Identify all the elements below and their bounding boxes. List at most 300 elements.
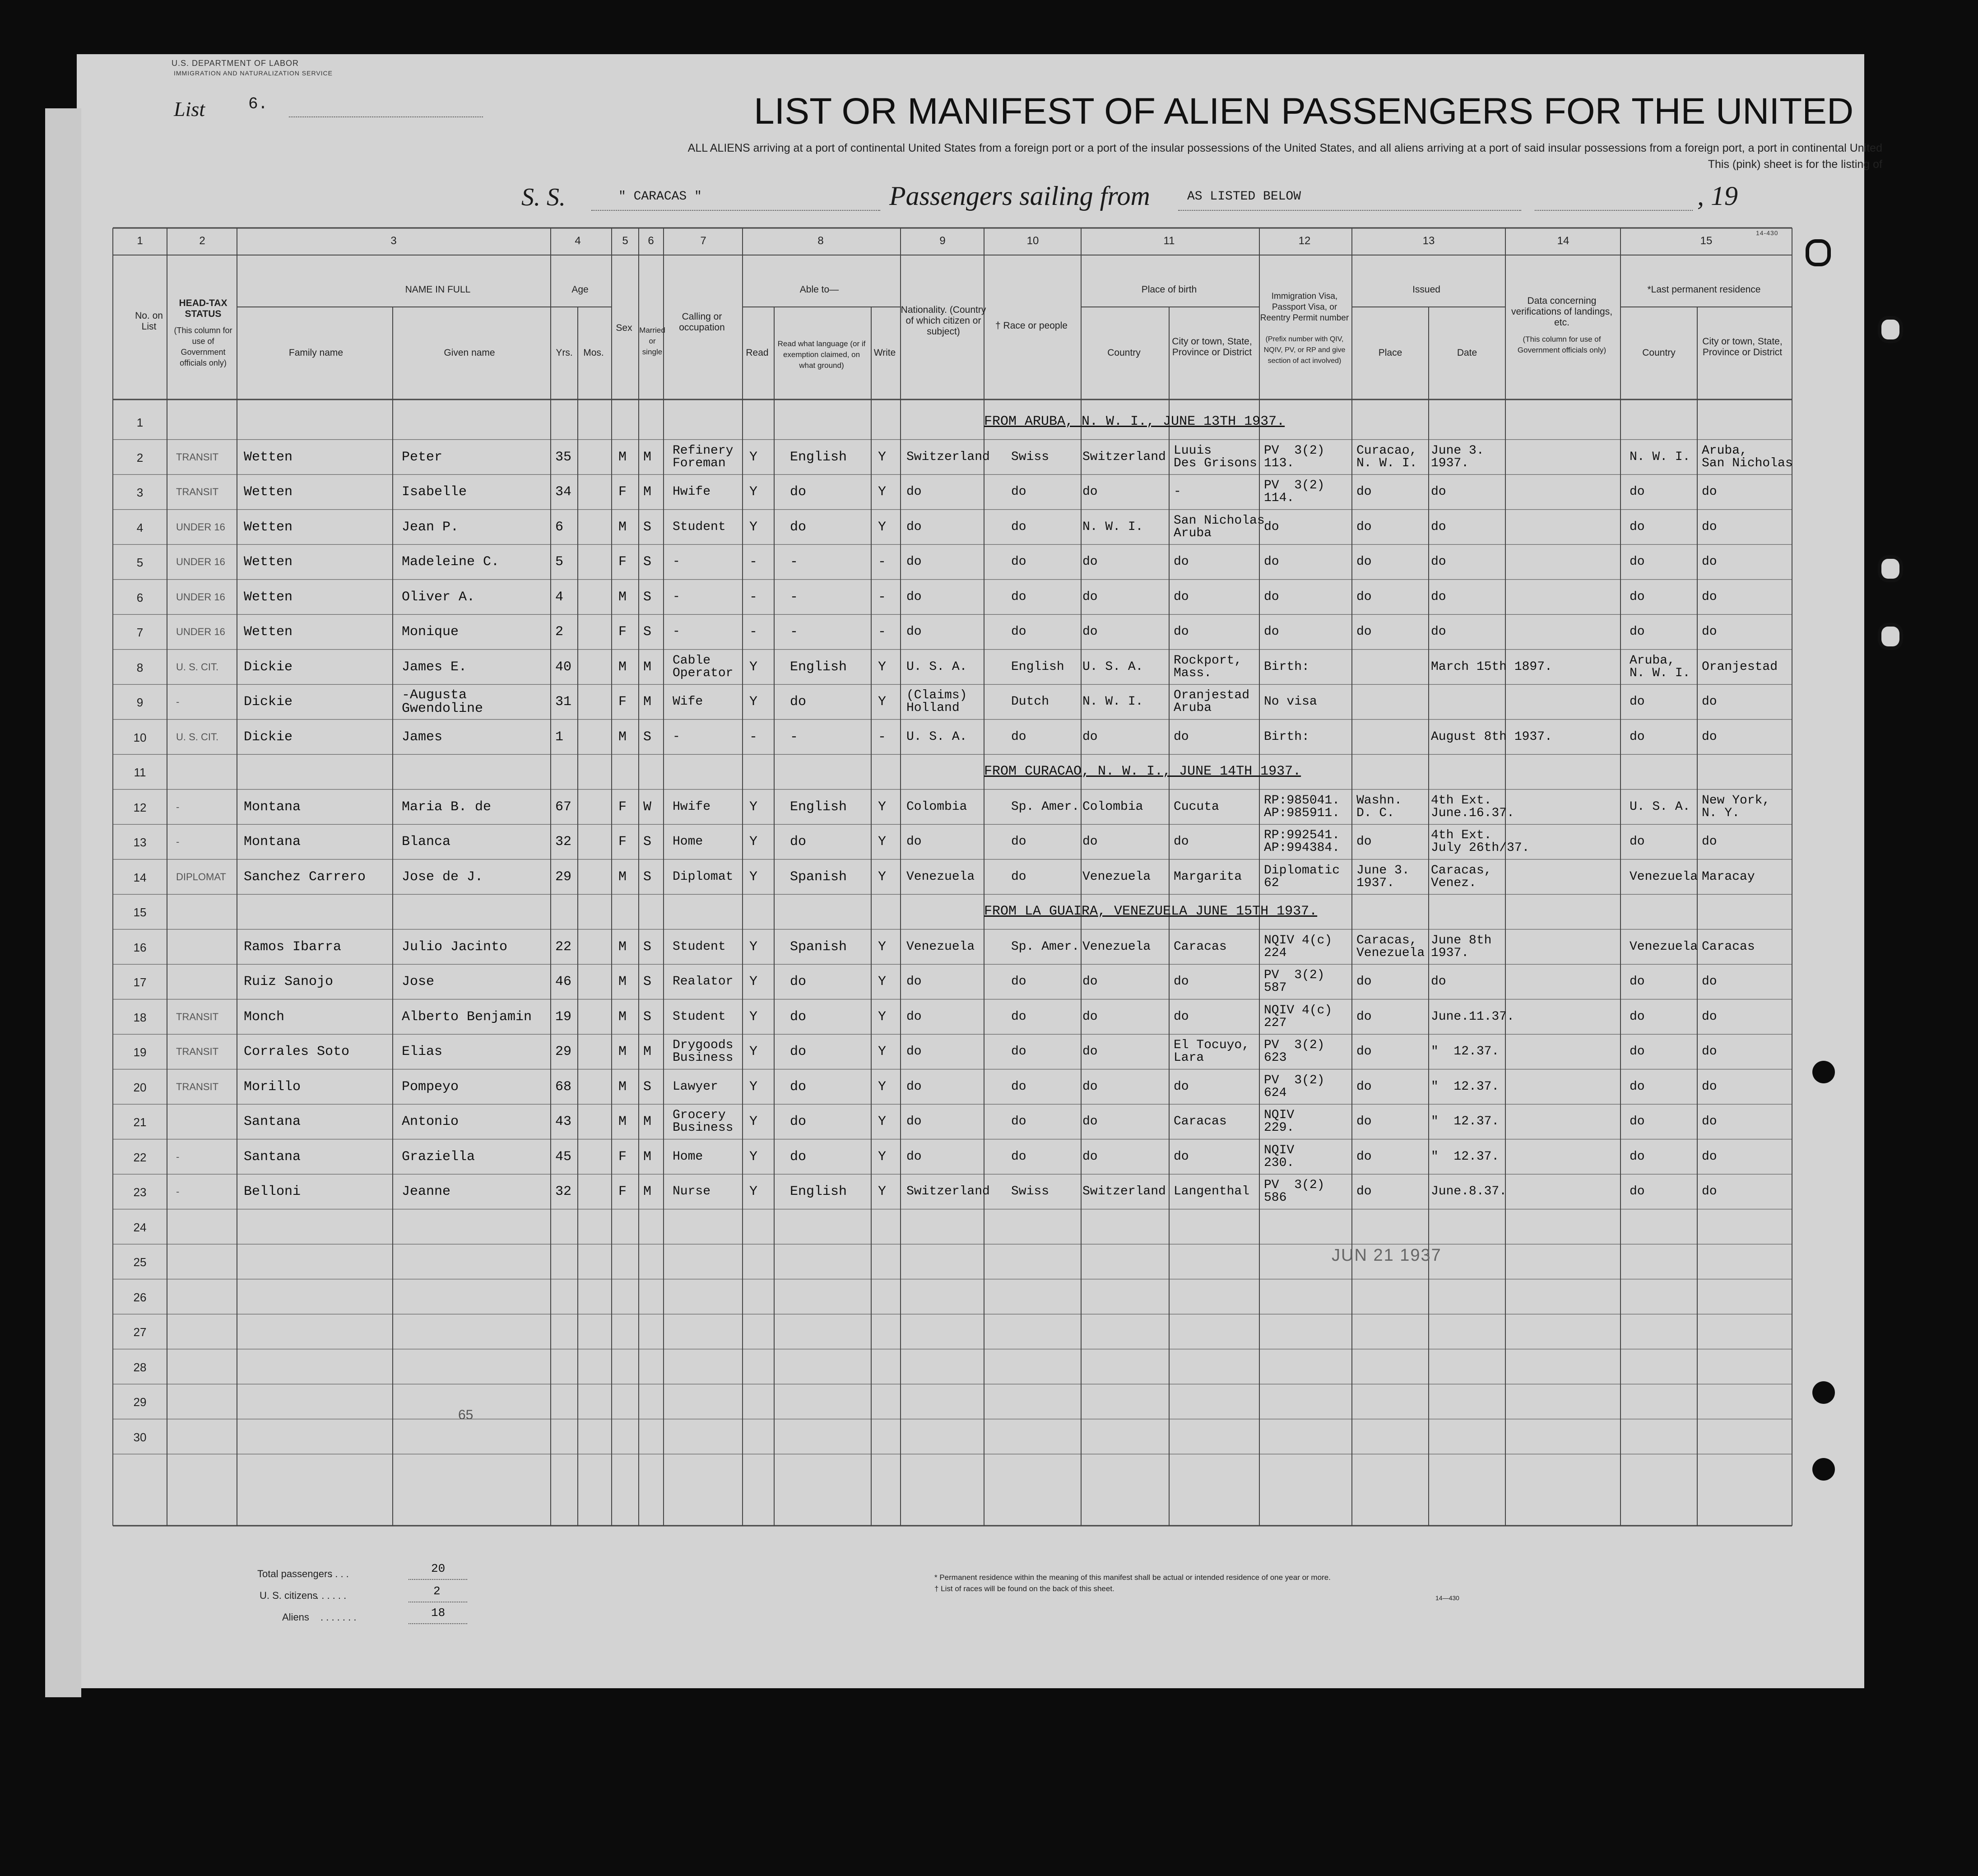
cell-write: Y bbox=[878, 1114, 887, 1129]
cell-bcountry: do bbox=[1082, 625, 1098, 639]
cell-given: Maria B. de bbox=[402, 799, 492, 815]
cell-race: Swiss bbox=[1011, 450, 1049, 464]
cell-rcountry: do bbox=[1630, 1149, 1645, 1164]
cell-occ: Refinery Foreman bbox=[673, 443, 734, 470]
cell-bcity: - bbox=[1174, 485, 1181, 499]
cell-family: Montana bbox=[244, 799, 301, 815]
cell-status: UNDER 16 bbox=[176, 521, 225, 533]
cell-lang: do bbox=[790, 484, 807, 500]
cell-iplace: Caracas, Venezuela bbox=[1356, 933, 1425, 960]
cell-ms: S bbox=[643, 869, 652, 885]
cell-yrs: 45 bbox=[555, 1149, 572, 1165]
cell-nat: do bbox=[906, 555, 922, 569]
cell-ms: M bbox=[643, 1044, 652, 1059]
cell-yrs: 34 bbox=[555, 484, 572, 500]
cell-idate: do bbox=[1431, 975, 1446, 989]
cell-given: Oliver A. bbox=[402, 589, 475, 605]
column-number: 10 bbox=[1026, 235, 1039, 247]
cell-bcity: do bbox=[1174, 1079, 1189, 1094]
cell-bcountry: do bbox=[1082, 1009, 1098, 1024]
cell-race: Swiss bbox=[1011, 1184, 1049, 1198]
cell-yrs: 29 bbox=[555, 869, 572, 885]
cell-sex: M bbox=[618, 1009, 627, 1025]
header-calling: Calling or occupation bbox=[679, 311, 725, 333]
cell-occ: - bbox=[673, 729, 680, 744]
cell-status: - bbox=[176, 836, 180, 847]
header-head-tax-note: (This column for use of Government officials only) bbox=[174, 326, 232, 367]
cell-given: Elias bbox=[402, 1044, 443, 1059]
cell-ms: M bbox=[643, 659, 652, 675]
cell-rcity: do bbox=[1702, 1149, 1717, 1164]
cell-nat: Venezuela bbox=[906, 869, 975, 884]
cell-lang: - bbox=[790, 624, 799, 640]
cell-bcity: San Nicholas Aruba bbox=[1174, 513, 1265, 540]
cell-status: - bbox=[176, 801, 180, 813]
cell-occ: Student bbox=[673, 1009, 726, 1024]
row-number: 27 bbox=[133, 1325, 147, 1339]
cell-idate: August 8th 1937. bbox=[1431, 729, 1552, 744]
cell-write: Y bbox=[878, 869, 887, 885]
cell-occ: Lawyer bbox=[673, 1079, 718, 1094]
row-number: 22 bbox=[133, 1150, 147, 1164]
cell-yrs: 22 bbox=[555, 939, 572, 955]
cell-race: do bbox=[1011, 590, 1026, 604]
cell-status: - bbox=[176, 696, 180, 707]
cell-ms: S bbox=[643, 554, 652, 570]
cell-write: Y bbox=[878, 1149, 887, 1165]
header-sex: Sex bbox=[616, 323, 632, 333]
cell-iplace: do bbox=[1356, 975, 1372, 989]
cell-visa: do bbox=[1264, 625, 1279, 639]
cell-lang: English bbox=[790, 799, 847, 815]
cell-bcountry: Switzerland bbox=[1082, 450, 1166, 464]
cell-rcountry: do bbox=[1630, 555, 1645, 569]
cell-ms: S bbox=[643, 1079, 652, 1095]
cell-rcountry: do bbox=[1630, 1009, 1645, 1024]
cell-status: - bbox=[176, 1186, 180, 1197]
cell-yrs: 6 bbox=[555, 519, 564, 535]
binder-hole bbox=[1878, 623, 1903, 650]
cell-rcountry: do bbox=[1630, 835, 1645, 849]
cell-family: Wetten bbox=[244, 624, 293, 640]
cell-family: Montana bbox=[244, 834, 301, 850]
cell-write: Y bbox=[878, 659, 887, 675]
cell-write: Y bbox=[878, 449, 887, 465]
column-number: 5 bbox=[622, 235, 628, 247]
cell-iplace: do bbox=[1356, 555, 1372, 569]
cell-ms: S bbox=[643, 624, 652, 640]
cell-ms: M bbox=[643, 1184, 652, 1199]
cell-bcity: Cucuta bbox=[1174, 799, 1219, 814]
cell-lang: do bbox=[790, 974, 807, 989]
cell-nat: do bbox=[906, 1079, 922, 1094]
cell-visa: do bbox=[1264, 590, 1279, 604]
cell-occ: Student bbox=[673, 520, 726, 534]
cell-read: Y bbox=[749, 1149, 758, 1165]
row-number: 8 bbox=[136, 660, 144, 674]
row-number: 26 bbox=[133, 1290, 147, 1304]
cell-iplace: do bbox=[1356, 1045, 1372, 1059]
cell-given: Graziella bbox=[402, 1149, 475, 1165]
cell-nat: (Claims) Holland bbox=[906, 688, 967, 715]
cell-bcountry: Switzerland bbox=[1082, 1184, 1166, 1198]
cell-bcity: Margarita bbox=[1174, 869, 1242, 884]
cell-bcity: do bbox=[1174, 1009, 1189, 1024]
cell-iplace: do bbox=[1356, 520, 1372, 534]
cell-family: Ruiz Sanojo bbox=[244, 974, 334, 989]
cell-bcity: El Tocuyo, Lara bbox=[1174, 1038, 1250, 1065]
cell-race: do bbox=[1011, 1009, 1026, 1024]
cell-rcity: do bbox=[1702, 590, 1717, 604]
cell-idate: Caracas, Venez. bbox=[1431, 863, 1492, 890]
cell-idate: June.8.37. bbox=[1431, 1184, 1507, 1198]
cell-bcountry: do bbox=[1082, 1114, 1098, 1128]
date-stamp: JUN 21 1937 bbox=[1332, 1246, 1442, 1265]
binder-hole bbox=[1878, 316, 1903, 343]
row-number: 9 bbox=[136, 696, 144, 709]
cell-write: Y bbox=[878, 1009, 887, 1025]
cell-iplace: do bbox=[1356, 835, 1372, 849]
section-heading: FROM LA GUAIRA, VENEZUELA JUNE 15TH 1937. bbox=[984, 904, 1318, 919]
row-number: 10 bbox=[133, 730, 147, 744]
cell-given: Madeleine C. bbox=[402, 554, 500, 570]
header-mos: Mos. bbox=[583, 348, 604, 358]
cell-rcountry: do bbox=[1630, 1079, 1645, 1094]
cell-sex: F bbox=[618, 694, 627, 710]
cell-family: Wetten bbox=[244, 519, 293, 535]
cell-rcity: Aruba, San Nicholas bbox=[1702, 443, 1793, 470]
cell-read: Y bbox=[749, 1114, 758, 1129]
cell-iplace: do bbox=[1356, 625, 1372, 639]
cell-bcountry: do bbox=[1082, 590, 1098, 604]
aliens-value: 18 bbox=[431, 1606, 446, 1620]
cell-nat: do bbox=[906, 590, 922, 604]
cell-yrs: 19 bbox=[555, 1009, 572, 1025]
cell-visa: PV 3(2) 623 bbox=[1264, 1038, 1325, 1065]
cell-given: Jeanne bbox=[402, 1184, 451, 1199]
cell-rcountry: do bbox=[1630, 1045, 1645, 1059]
cell-idate: 4th Ext. June.16.37. bbox=[1431, 793, 1514, 820]
cell-idate: do bbox=[1431, 625, 1446, 639]
cell-ms: M bbox=[643, 484, 652, 500]
cell-race: do bbox=[1011, 625, 1026, 639]
manifest-sheet: U.S. DEPARTMENT OF LABOR IMMIGRATION AND NATURALIZATION SERVICE List 6. LIST OR MANIFEST OF ALIEN PASSENGERS FOR THE UNITED ALL ALIENS arriving at a port of continental United States from a foreign port or a port of the insular possessions of the United States, and all aliens arriving at a port of said insular possessions from a foreign port, a port in continental United This (pink) sheet is for the listing of S. S. " CARACAS " Passengers sailing from AS LISTED BELOW , 19 14-430 1 2 3 4 5 6 7 8 9 10 11 12 13 14 15 No. on List HEAD-TAX STATUS (This column for use of Government officials only) NAME IN FULL Family name Given name Age Yrs. Mos. Sex Married or single Calling or occupation Able to— Read Read what language (or if exemption claimed, on what ground) Write Nationality. (Country of which citizen or subject) † Race or people Place of birth Country City or town, State, Province or District Immigration Visa, Passport Visa, or Reentry Permit number (Prefix number with QIV, NQIV, PV, or RP and give section of act involved) Issued Place Date Data concerning verifications of landings, etc. (This column for use of Government officials only) *Last permanent residence Country City or town, State, Province or District 1 2 3 4 5 6 7 8 9 10 11 12 13 14 15 16 17 18 19 20 21 22 23 24 25 26 27 28 29 30 FROM ARUBA, N. W. I., JUNE 13TH 1937. FROM CURACAO, N. W. I., JUNE 14TH 1937. FROM LA GUAIRA, VENEZUELA JUNE 15TH 1937. TRANSIT Wetten Peter 35 M M Refinery Foreman Y English Y Switzerland Swiss Switzerland Luuis Des Grisons PV 3(2) 113. Curacao, N. W. I. June 3. 1937. N. W. I. Aruba, San Nicholas TRANSIT Wetten Isabelle 34 F M Hwife Y do Y do do do - PV 3(2) 114. do do do do UNDER 16 Wetten Jean P. 6 M S Student Y do Y do do N. W. I. San Nicholas Aruba do do do do do UNDER 16 Wetten Madeleine C. 5 F S - - - - do do do do do do do do do UNDER 16 Wetten Oliver A. 4 M S - - - - do do do do do do do do do UNDER 16 Wetten Monique 2 F S - - - - do do do do do do do do do U. S. CIT. Dickie James E. 40 M M Cable Operator Y English Y U. S. A. English U. S. A. Rockport, Mass. Birth: March 15th 1897. Aruba, N. W. I. Oranjestad - Dickie -Augusta Gwendoline 31 F M Wife Y do Y (Claims) Holland Dutch N. W. I. Oranjestad Aruba No visa do do U. S. CIT. Dickie James 1 M S - - - - U. S. A. do do do Birth: August 8th 1937. do do - Montana Maria B. de 67 F W Hwife Y English Y Colombia Sp. Amer. Colombia Cucuta RP:985041. AP:985911. Washn. D. C. 4th Ext. June.16.37. U. S. A. New York, N. Y. - Montana Blanca 32 F S Home Y do Y do do do do RP:992541. AP:994384. do 4th Ext. July 26th/37. do do DIPLOMAT Sanchez Carrero Jose de J. 29 M S Diplomat Y Spanish Y Venezuela do Venezuela Margarita Diplomatic 62 June 3. 1937. Caracas, Venez. Venezuela Maracay Ramos Ibarra Julio Jacinto 22 M S Student Y Spanish Y Venezuela Sp. Amer. Venezuela Caracas NQIV 4(c) 224 Caracas, Venezuela June 8th 1937. Venezuela Caracas Ruiz Sanojo Jose 46 M S Realator Y do Y do do do do PV 3(2) 587 do do do do TRANSIT Monch Alberto Benjamin 19 M S Student Y do Y do do do do NQIV 4(c) 227 do June.11.37. do do TRANSIT Corrales Soto Elias 29 M M Drygoods Business Y do Y do do do El Tocuyo, Lara PV 3(2) 623 do " 12.37. do do TRANSIT Morillo Pompeyo 68 M S Lawyer Y do Y do do do do PV 3(2) 624 do " 12.37. do do Santana Antonio 43 M M Grocery Business Y do Y do do do Caracas NQIV 229. do " 12.37. do do - Santana Graziella 45 F M Home Y do Y do do do do NQIV 230. do " 12.37. do do - Belloni Jeanne 32 F M Nurse Y English Y Switzerland Swiss Switzerland Langenthal PV 3(2) 586 do June.8.37. do do JUN 21 1937 65 Total passengers . . . . 20 U. S. citizens . . . . . . 2 Aliens . . . . . . . 18 * Permanent residence within the meaning of this manifest shall be actual or intended residence of one year or more. † List of races will be found on the back of this sheet. 14—430 bbox=[77, 54, 1864, 1688]
column-number: 11 bbox=[1163, 235, 1175, 247]
cell-write: Y bbox=[878, 799, 887, 815]
cell-ms: S bbox=[643, 974, 652, 989]
row-number: 4 bbox=[136, 520, 144, 534]
cell-read: - bbox=[749, 624, 758, 640]
column-number: 2 bbox=[199, 235, 205, 247]
row-number: 12 bbox=[133, 800, 147, 814]
cell-idate: June 3. 1937. bbox=[1431, 443, 1484, 470]
binder-hole bbox=[1812, 1458, 1835, 1481]
cell-idate: do bbox=[1431, 520, 1446, 534]
cell-lang: English bbox=[790, 449, 847, 465]
cell-rcity: do bbox=[1702, 520, 1717, 534]
cell-iplace: do bbox=[1356, 1009, 1372, 1024]
cell-read: Y bbox=[749, 939, 758, 955]
cell-lang: English bbox=[790, 1184, 847, 1199]
cell-status: TRANSIT bbox=[176, 451, 219, 463]
cell-nat: do bbox=[906, 1149, 922, 1164]
cell-given: Blanca bbox=[402, 834, 451, 850]
cell-lang: - bbox=[790, 554, 799, 570]
cell-sex: M bbox=[618, 449, 627, 465]
cell-sex: F bbox=[618, 834, 627, 850]
header-birth-country: Country bbox=[1107, 348, 1141, 358]
cell-bcity: do bbox=[1174, 1149, 1189, 1164]
cell-nat: U. S. A. bbox=[906, 659, 967, 674]
cell-given: Alberto Benjamin bbox=[402, 1009, 532, 1025]
cell-race: do bbox=[1011, 520, 1026, 534]
cell-sex: M bbox=[618, 519, 627, 535]
cell-idate: " 12.37. bbox=[1431, 1114, 1500, 1128]
cell-yrs: 32 bbox=[555, 834, 572, 850]
cell-lang: do bbox=[790, 1079, 807, 1095]
cell-occ: Grocery Business bbox=[673, 1108, 734, 1135]
row-number: 21 bbox=[133, 1115, 147, 1129]
cell-rcountry: do bbox=[1630, 695, 1645, 709]
binder-hole bbox=[1878, 1142, 1900, 1165]
cell-write: - bbox=[878, 554, 887, 570]
cell-read: - bbox=[749, 729, 758, 745]
margin-number: 65 bbox=[458, 1407, 474, 1422]
cell-bcountry: do bbox=[1082, 975, 1098, 989]
cell-nat: Switzerland bbox=[906, 1184, 990, 1198]
sailing-label: Passengers sailing from bbox=[889, 181, 1150, 211]
cell-sex: M bbox=[618, 869, 627, 885]
cell-sex: M bbox=[618, 1114, 627, 1129]
cell-visa: Birth: bbox=[1264, 659, 1309, 674]
cell-yrs: 46 bbox=[555, 974, 572, 989]
cell-family: Dickie bbox=[244, 694, 293, 710]
cell-race: do bbox=[1011, 485, 1026, 499]
cell-occ: Cable Operator bbox=[673, 653, 734, 680]
cell-ms: S bbox=[643, 729, 652, 745]
header-married: Married or single bbox=[639, 326, 665, 356]
cell-rcountry: do bbox=[1630, 625, 1645, 639]
cell-race: do bbox=[1011, 1114, 1026, 1128]
cell-race: do bbox=[1011, 835, 1026, 849]
header-visa: Immigration Visa, Passport Visa, or Reentry Permit number bbox=[1260, 292, 1349, 323]
cell-visa: PV 3(2) 113. bbox=[1264, 443, 1325, 470]
cell-given: Julio Jacinto bbox=[402, 939, 508, 955]
header-write: Write bbox=[873, 348, 896, 358]
cell-visa: NQIV 4(c) 227 bbox=[1264, 1003, 1333, 1030]
cell-bcountry: do bbox=[1082, 555, 1098, 569]
cell-sex: F bbox=[618, 1149, 627, 1165]
cell-bcountry: Venezuela bbox=[1082, 869, 1151, 884]
cell-lang: Spanish bbox=[790, 939, 847, 955]
cell-status: DIPLOMAT bbox=[176, 871, 226, 882]
cell-yrs: 1 bbox=[555, 729, 564, 745]
cell-write: Y bbox=[878, 939, 887, 955]
binder-hole bbox=[1806, 239, 1831, 266]
instructions: ALL ALIENS arriving at a port of continental United States from a foreign port or a port of the insular possessions of the United States, and all aliens arriving at a port of said insular possessions from a foreign port, a port in continental United This (pink) sheet is for the listing of bbox=[687, 142, 1882, 171]
cell-rcountry: Venezuela bbox=[1630, 939, 1698, 954]
footer-form-number: 14—430 bbox=[1435, 1594, 1459, 1602]
cell-rcountry: do bbox=[1630, 1114, 1645, 1128]
cell-ms: S bbox=[643, 589, 652, 605]
cell-occ: - bbox=[673, 625, 680, 639]
cell-rcity: do bbox=[1702, 1045, 1717, 1059]
section-heading: FROM CURACAO, N. W. I., JUNE 14TH 1937. bbox=[984, 764, 1301, 779]
cell-status: U. S. CIT. bbox=[176, 661, 219, 673]
cell-rcity: do bbox=[1702, 485, 1717, 499]
sailing-from: AS LISTED BELOW bbox=[1187, 190, 1301, 204]
cell-rcountry: Venezuela bbox=[1630, 869, 1698, 884]
cell-race: do bbox=[1011, 1045, 1026, 1059]
cell-family: Ramos Ibarra bbox=[244, 939, 342, 955]
cell-lang: do bbox=[790, 694, 807, 710]
cell-rcity: Caracas bbox=[1702, 939, 1755, 954]
cell-occ: Nurse bbox=[673, 1184, 711, 1198]
service-label: IMMIGRATION AND NATURALIZATION SERVICE bbox=[174, 70, 333, 77]
cell-family: Wetten bbox=[244, 449, 293, 465]
cell-read: Y bbox=[749, 834, 758, 850]
cell-status: TRANSIT bbox=[176, 1046, 219, 1057]
cell-bcity: Langenthal bbox=[1174, 1184, 1250, 1198]
cell-write: Y bbox=[878, 1044, 887, 1059]
row-number: 7 bbox=[136, 626, 144, 639]
cell-read: Y bbox=[749, 1079, 758, 1095]
cell-family: Belloni bbox=[244, 1184, 301, 1199]
cell-idate: " 12.37. bbox=[1431, 1079, 1500, 1094]
row-number: 23 bbox=[133, 1185, 147, 1199]
cell-family: Wetten bbox=[244, 484, 293, 500]
row-number: 11 bbox=[134, 766, 146, 779]
cell-read: Y bbox=[749, 449, 758, 465]
cell-nat: do bbox=[906, 625, 922, 639]
cell-given: -Augusta Gwendoline bbox=[402, 687, 483, 716]
cell-iplace: Washn. D. C. bbox=[1356, 793, 1402, 820]
cell-yrs: 31 bbox=[555, 694, 572, 710]
cell-sex: M bbox=[618, 729, 627, 745]
cell-rcountry: do bbox=[1630, 590, 1645, 604]
cell-read: Y bbox=[749, 1184, 758, 1199]
cell-ms: S bbox=[643, 519, 652, 535]
cell-occ: Hwife bbox=[673, 485, 711, 499]
cell-lang: do bbox=[790, 1009, 807, 1025]
cell-visa: NQIV 230. bbox=[1264, 1143, 1295, 1170]
cell-rcity: do bbox=[1702, 1079, 1717, 1094]
us-citizens-label: U. S. citizens bbox=[260, 1590, 318, 1601]
cell-race: do bbox=[1011, 1149, 1026, 1164]
cell-ms: S bbox=[643, 834, 652, 850]
cell-bcity: Rockport, Mass. bbox=[1174, 653, 1242, 680]
cell-read: Y bbox=[749, 694, 758, 710]
column-number: 8 bbox=[817, 235, 824, 247]
header-data-concerning: Data concerning verifications of landings, etc. bbox=[1511, 296, 1613, 328]
cell-rcountry: do bbox=[1630, 485, 1645, 499]
cell-nat: do bbox=[906, 520, 922, 534]
cell-bcountry: do bbox=[1082, 1149, 1098, 1164]
cell-rcity: do bbox=[1702, 555, 1717, 569]
header-given-name: Given name bbox=[444, 348, 495, 358]
header-issued: Issued bbox=[1412, 284, 1440, 295]
cell-occ: - bbox=[673, 555, 680, 569]
cell-nat: Venezuela bbox=[906, 939, 975, 954]
cell-write: Y bbox=[878, 484, 887, 500]
cell-idate: March 15th 1897. bbox=[1431, 659, 1552, 674]
cell-read: Y bbox=[749, 659, 758, 675]
cell-status: UNDER 16 bbox=[176, 591, 225, 603]
cell-yrs: 43 bbox=[555, 1114, 572, 1129]
column-number: 6 bbox=[648, 235, 654, 247]
cell-nat: do bbox=[906, 1114, 922, 1128]
row-number: 30 bbox=[133, 1430, 147, 1444]
header-race: † Race or people bbox=[995, 320, 1068, 331]
cell-given: James E. bbox=[402, 659, 467, 675]
cell-bcity: do bbox=[1174, 555, 1189, 569]
cell-sex: M bbox=[618, 659, 627, 675]
cell-family: Morillo bbox=[244, 1079, 301, 1095]
row-number: 18 bbox=[133, 1010, 147, 1024]
cell-lang: do bbox=[790, 834, 807, 850]
cell-race: Dutch bbox=[1011, 695, 1049, 709]
cell-yrs: 32 bbox=[555, 1184, 572, 1199]
row-number: 24 bbox=[133, 1220, 147, 1234]
cell-write: - bbox=[878, 624, 887, 640]
column-number: 1 bbox=[137, 235, 143, 247]
header-no-on-list: No. on List bbox=[135, 311, 163, 332]
cell-bcountry: U. S. A. bbox=[1082, 659, 1143, 674]
cell-rcity: do bbox=[1702, 729, 1717, 744]
cell-occ: Realator bbox=[673, 975, 734, 989]
footnote-residence: * Permanent residence within the meaning of this manifest shall be actual or intended residence of one year or more. bbox=[934, 1573, 1331, 1582]
form-number: 14-430 bbox=[1756, 229, 1778, 237]
cell-family: Wetten bbox=[244, 554, 293, 570]
ship-name: " CARACAS " bbox=[618, 190, 702, 204]
cell-idate: June.11.37. bbox=[1431, 1009, 1514, 1024]
total-passengers-label: Total passengers bbox=[257, 1568, 333, 1579]
cell-yrs: 35 bbox=[555, 449, 572, 465]
cell-nat: do bbox=[906, 485, 922, 499]
cell-read: - bbox=[749, 589, 758, 605]
cell-write: Y bbox=[878, 694, 887, 710]
cell-idate: do bbox=[1431, 555, 1446, 569]
underlying-page-edge bbox=[45, 108, 81, 1697]
row-number: 5 bbox=[136, 556, 144, 569]
footnote-races: † List of races will be found on the back of this sheet. bbox=[934, 1584, 1114, 1593]
us-citizens-value: 2 bbox=[433, 1584, 441, 1598]
cell-given: Pompeyo bbox=[402, 1079, 459, 1095]
cell-rcity: Maracay bbox=[1702, 869, 1755, 884]
cell-family: Dickie bbox=[244, 659, 293, 675]
cell-ms: M bbox=[643, 449, 652, 465]
cell-lang: do bbox=[790, 1044, 807, 1059]
cell-bcountry: do bbox=[1082, 729, 1098, 744]
cell-ms: S bbox=[643, 939, 652, 955]
cell-visa: PV 3(2) 587 bbox=[1264, 968, 1325, 995]
cell-rcountry: do bbox=[1630, 1184, 1645, 1198]
cell-rcity: do bbox=[1702, 625, 1717, 639]
cell-yrs: 40 bbox=[555, 659, 572, 675]
cell-occ: Home bbox=[673, 1149, 703, 1164]
cell-write: - bbox=[878, 729, 887, 745]
cell-bcountry: N. W. I. bbox=[1082, 695, 1143, 709]
cell-sex: M bbox=[618, 939, 627, 955]
cell-visa: do bbox=[1264, 520, 1279, 534]
header-nationality: Nationality. (Country of which citizen or subject) bbox=[901, 305, 986, 337]
column-number: 3 bbox=[390, 235, 397, 247]
cell-race: Sp. Amer. bbox=[1011, 939, 1080, 954]
binder-hole bbox=[1812, 1381, 1835, 1404]
cell-rcountry: do bbox=[1630, 975, 1645, 989]
cell-ms: S bbox=[643, 1009, 652, 1025]
cell-rcity: do bbox=[1702, 695, 1717, 709]
